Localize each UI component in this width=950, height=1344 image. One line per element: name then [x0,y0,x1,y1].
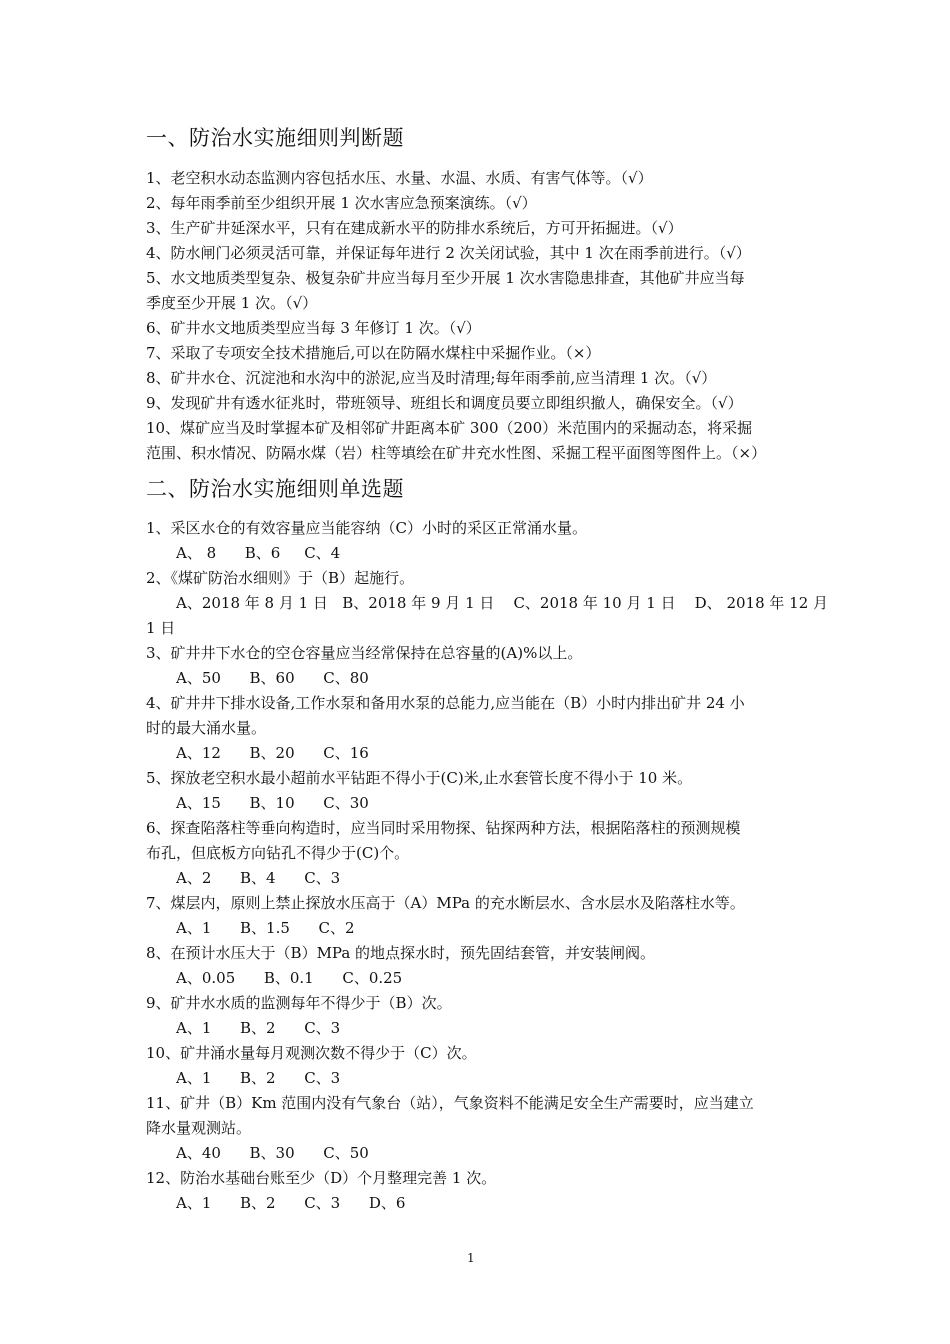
option: C、3 [304,1194,341,1212]
page-number: 1 [467,1251,475,1265]
option: A、12 [176,744,221,762]
judgement-line: 季度至少开展 1 次。（√） [146,294,318,312]
option: A、1 [176,1194,212,1212]
judgement-line: 4、防水闸门必须灵活可靠，并保证每年进行 2 次关闭试验，其中 1 次在雨季前进行。（√） [146,244,751,262]
option: C、16 [323,744,369,762]
option: B、60 [249,669,295,687]
question-options [176,868,340,888]
option: A、0.05 [176,969,236,987]
question-options-wrap: 1 日 [146,619,176,637]
option: C、50 [323,1144,369,1162]
judgement-line: 2、每年雨季前至少组织开展 1 次水害应急预案演练。（√） [146,194,537,212]
question-text: 布孔，但底板方向钻孔不得少于(C)个。 [146,844,410,862]
judgement-line: 1、老空积水动态监测内容包括水压、水量、水温、水质、有害气体等。（√） [146,169,653,187]
option: C、80 [323,669,369,687]
question-options [176,793,369,813]
option: B、30 [249,1144,295,1162]
option: C、3 [304,869,341,887]
option: C、2018 年 10 月 1 日 [513,594,676,612]
option: A、40 [176,1144,221,1162]
question-text: 4、矿井井下排水设备,工作水泵和备用水泵的总能力,应当能在（B）小时内排出矿井 24 小 [146,694,745,712]
option: C、3 [304,1019,341,1037]
question-options [176,1068,340,1088]
question-text: 1、采区水仓的有效容量应当能容纳（C）小时的采区正常涌水量。 [146,519,588,537]
option: A、2 [176,869,212,887]
question-options [176,1143,369,1163]
question-text: 5、探放老空积水最小超前水平钻距不得小于(C)米,止水套管长度不得小于 10 米。 [146,769,693,787]
question-options [176,918,355,938]
option: B、1.5 [240,919,290,937]
option: B、4 [240,869,276,887]
section2-heading: 二、防治水实施细则单选题 [146,477,404,501]
option: B、0.1 [263,969,314,987]
option: D、6 [368,1194,406,1212]
question-options [176,593,828,613]
judgement-line: 5、水文地质类型复杂、极复杂矿井应当每月至少开展 1 次水害隐患排查，其他矿井应当每 [146,269,745,287]
question-text: 7、煤层内，原则上禁止探放水压高于（A）MPa 的充水断层水、含水层水及陷落柱水等。 [146,894,745,912]
judgement-line: 9、发现矿井有透水征兆时，带班领导、班组长和调度员要立即组织撤人，确保安全。（√） [146,394,743,412]
question-text: 11、矿井（B）Km 范围内没有气象台（站），气象资料不能满足安全生产需要时，应当建立 [146,1094,754,1112]
option: B、2018 年 9 月 1 日 [342,594,495,612]
option: B、2 [240,1069,276,1087]
judgement-line: 10、煤矿应当及时掌握本矿及相邻矿井距离本矿 300（200）米范围内的采掘动态，将采掘 [146,419,753,437]
judgement-line: 6、矿井水文地质类型应当每 3 年修订 1 次。（√） [146,319,481,337]
judgement-line: 8、矿井水仓、沉淀池和水沟中的淤泥,应当及时清理;每年雨季前,应当清理 1 次。（√） [146,369,717,387]
judgement-line: 范围、积水情况、防隔水煤（岩）柱等填绘在矿井充水性图、采掘工程平面图等图件上。（×） [146,444,767,462]
option: A、1 [176,919,212,937]
option: B、20 [249,744,295,762]
question-text: 6、探查陷落柱等垂向构造时，应当同时采用物探、钻探两种方法，根据陷落柱的预测规模 [146,819,741,837]
option: C、0.25 [342,969,403,987]
option: D、 2018 年 12 月 [694,594,829,612]
question-options [176,743,369,763]
question-text: 降水量观测站。 [146,1119,252,1137]
question-text: 9、矿井水水质的监测每年不得少于（B）次。 [146,994,452,1012]
question-options [176,543,340,563]
option: A、1 [176,1069,212,1087]
option: A、 8 [176,544,217,562]
judgement-line: 3、生产矿井延深水平，只有在建成新水平的防排水系统后，方可开拓掘进。（√） [146,219,683,237]
question-text: 10、矿井涌水量每月观测次数不得少于（C）次。 [146,1044,477,1062]
option: C、4 [304,544,341,562]
option: A、50 [176,669,221,687]
option: C、2 [318,919,355,937]
question-text: 3、矿井井下水仓的空仓容量应当经常保持在总容量的(A)%以上。 [146,644,583,662]
section1-heading: 一、防治水实施细则判断题 [146,126,404,150]
option: B、6 [244,544,281,562]
option: C、30 [323,794,369,812]
question-options [176,1193,405,1213]
option: B、10 [249,794,295,812]
question-options [176,1018,340,1038]
option: A、2018 年 8 月 1 日 [176,594,328,612]
option: A、1 [176,1019,212,1037]
option: C、3 [304,1069,341,1087]
question-text: 8、在预计水压大于（B）MPa 的地点探水时，预先固结套管，并安装闸阀。 [146,944,656,962]
question-text: 时的最大涌水量。 [146,719,267,737]
question-text: 12、防治水基础台账至少（D）个月整理完善 1 次。 [146,1169,497,1187]
option: B、2 [240,1194,276,1212]
question-options [176,968,402,988]
question-options [176,668,369,688]
question-text: 2、《煤矿防治水细则》于（B）起施行。 [146,569,415,587]
option: A、15 [176,794,221,812]
option: B、2 [240,1019,276,1037]
judgement-line: 7、采取了专项安全技术措施后,可以在防隔水煤柱中采掘作业。（×） [146,344,601,362]
